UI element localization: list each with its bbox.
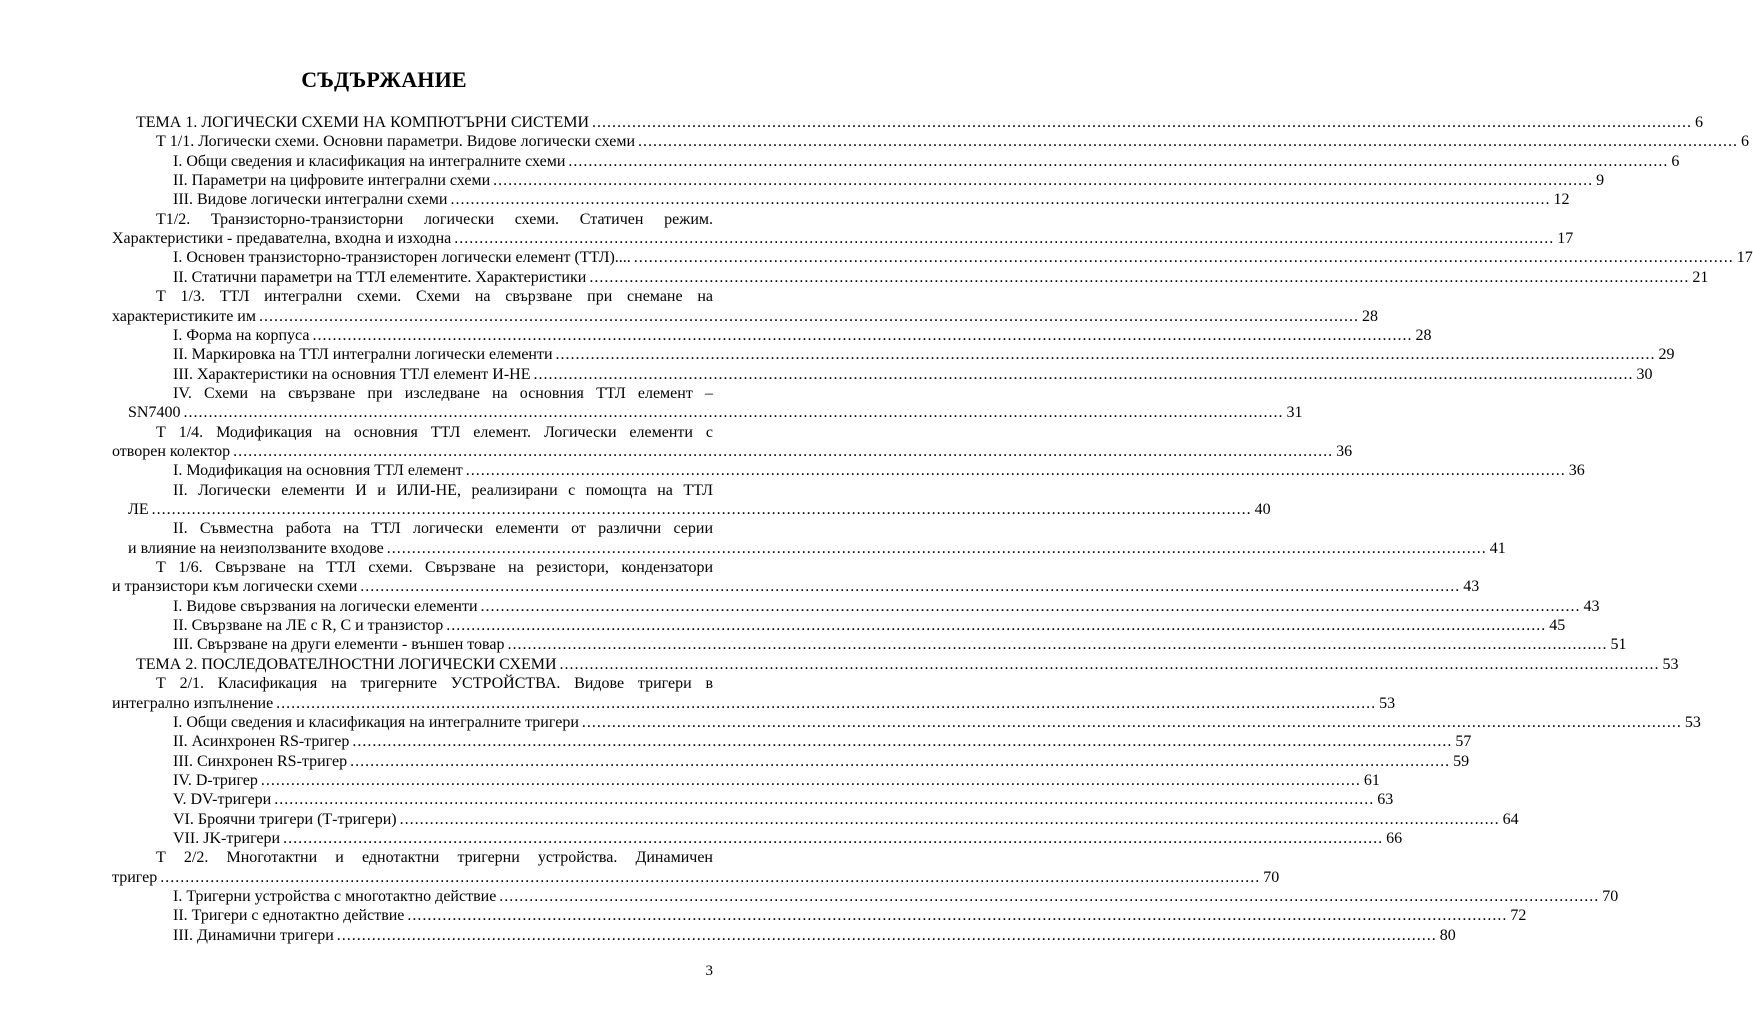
- dot-leader: ............................................................................................................................................................................................................................: [638, 133, 1739, 151]
- dot-leader: ............................................................................................................................................................................................................................: [555, 346, 1656, 364]
- toc-entry: [173, 616, 1566, 636]
- toc-entry-text: II. Параметри на цифровите интегрални схеми: [173, 172, 491, 190]
- toc-entry: [173, 752, 1470, 772]
- toc-entry-text: Т 2/1. Класификация на тригерните УСТРОЙСТВА. Видове тригери в: [156, 675, 713, 693]
- toc-entry: [173, 345, 1675, 365]
- toc-page-number: 31: [1286, 404, 1303, 422]
- dot-leader: ............................................................................................................................................................................................................................: [260, 771, 1361, 789]
- toc-page-number: 21: [1692, 268, 1709, 286]
- toc-entry-text: Т 1/6. Свързване на ТТЛ схеми. Свързване на резистори, кондензатори: [156, 559, 713, 577]
- toc-page-number: 17: [1557, 230, 1574, 248]
- toc-entry-text: II. Тригери с еднотактно действие: [173, 907, 405, 925]
- toc-entry-text: III. Динамични тригери: [173, 926, 334, 944]
- page-title: СЪДЪРЖАНИЕ: [301, 67, 467, 92]
- toc-page-number: 63: [1377, 791, 1394, 809]
- toc-entry-text: I. Тригерни устройства с многотактно действие: [173, 888, 497, 905]
- dot-leader: ............................................................................................................................................................................................................................: [507, 636, 1608, 654]
- dot-leader: ............................................................................................................................................................................................................................: [283, 829, 1384, 847]
- toc-entry: [156, 423, 713, 443]
- dot-leader: ............................................................................................................................................................................................................................: [350, 752, 1451, 770]
- toc-page-number: 66: [1386, 829, 1403, 847]
- toc-entry-text: I. Основен транзисторно-транзисторен логически елемент (ТТЛ)....: [173, 249, 631, 267]
- toc-entry: [173, 384, 713, 404]
- toc-page-number: 6: [1695, 114, 1704, 131]
- toc-entry-text: VI. Броячни тригери (Т-тригери): [173, 810, 397, 828]
- toc-page-number: 28: [1415, 326, 1432, 344]
- toc-entry: [156, 287, 713, 307]
- toc-entry: [128, 500, 1271, 520]
- toc-page-number: 53: [1684, 713, 1701, 731]
- toc-entry-text: I. Общи сведения и класификация на интегралните тригери: [173, 713, 579, 731]
- toc-entry: [112, 307, 1378, 327]
- toc-entry: [173, 190, 1570, 210]
- toc-entry-text: Т1/2. Транзисторно-транзисторни логически схеми. Статичен режим.: [156, 210, 713, 228]
- dot-leader: ............................................................................................................................................................................................................................: [360, 578, 1461, 596]
- toc-entry: [173, 461, 1585, 481]
- dot-leader: ............................................................................................................................................................................................................................: [450, 191, 1551, 209]
- dot-leader: ............................................................................................................................................................................................................................: [568, 152, 1669, 170]
- toc-entry-text: Т 1/1. Логически схеми. Основни параметри. Видове логически схеми: [156, 133, 636, 151]
- toc-entry-text: III. Синхронен RS-тригер: [173, 752, 348, 770]
- dot-leader: ............................................................................................................................................................................................................................: [386, 539, 1487, 557]
- toc-page-number: 43: [1463, 578, 1480, 596]
- toc-entry-text: Характеристики - предавателна, входна и изходна: [112, 230, 452, 248]
- toc-entry-text: II. Маркировка на ТТЛ интегрални логически елементи: [173, 346, 553, 364]
- toc-entry-text: II. Асинхронен RS-тригер: [173, 733, 350, 751]
- toc-page-number: 80: [1439, 926, 1456, 944]
- page-number: 3: [705, 963, 713, 979]
- toc-entry: [173, 829, 1403, 849]
- dot-leader: ............................................................................................................................................................................................................................: [592, 114, 1693, 131]
- toc-page-number: 36: [1336, 442, 1353, 460]
- toc-entry-text: тригер: [112, 868, 158, 886]
- toc-entry: [173, 810, 1519, 830]
- toc-entry: [156, 210, 713, 230]
- toc-page-number: 57: [1455, 733, 1472, 751]
- toc-entry-text: II. Логически елементи И и ИЛИ-НЕ, реализирани с помощта на ТТЛ: [173, 481, 713, 499]
- toc-entry: [173, 481, 713, 501]
- toc-entry-text: V. DV-тригери: [173, 791, 272, 809]
- toc-entry-text: II. Статични параметри на ТТЛ елементите. Характеристики: [173, 268, 587, 286]
- toc-entry: [112, 868, 1280, 888]
- toc-entry-text: Т 2/2. Многотактни и еднотактни тригерни устройства. Динамичен: [156, 849, 713, 867]
- dot-leader: ............................................................................................................................................................................................................................: [183, 404, 1284, 422]
- toc-entry: [173, 152, 1680, 172]
- toc-entry: [173, 906, 1527, 926]
- toc-entry: [173, 635, 1627, 655]
- toc-entry-text: VII. JK-тригери: [173, 829, 281, 847]
- toc-entry-text: I. Модификация на основния ТТЛ елемент: [173, 462, 463, 480]
- dot-leader: ............................................................................................................................................................................................................................: [352, 733, 1453, 751]
- toc-entry-text: III. Свързване на други елементи - външен товар: [173, 636, 505, 654]
- dot-leader: ............................................................................................................................................................................................................................: [499, 888, 1600, 905]
- toc-page-number: 64: [1502, 810, 1519, 828]
- toc-entry-text: отворен колектор: [112, 442, 231, 460]
- toc-entry: [173, 926, 1456, 946]
- toc-entry: [156, 132, 1750, 152]
- dot-leader: ............................................................................................................................................................................................................................: [336, 926, 1437, 944]
- toc-entry-text: характеристиките им: [112, 307, 256, 325]
- toc-entry: [112, 229, 1574, 249]
- dot-leader: ............................................................................................................................................................................................................................: [480, 597, 1581, 615]
- toc-page-number: 30: [1636, 365, 1653, 383]
- dot-leader: ............................................................................................................................................................................................................................: [559, 655, 1660, 673]
- toc-entry-text: II. Съвместна работа на ТТЛ логически елементи от различни серии: [173, 520, 713, 538]
- toc-entry: [173, 713, 1701, 733]
- dot-leader: ............................................................................................................................................................................................................................: [581, 713, 1682, 731]
- dot-leader: ............................................................................................................................................................................................................................: [160, 868, 1261, 886]
- dot-leader: ............................................................................................................................................................................................................................: [233, 442, 1334, 460]
- toc-entry: [173, 171, 1605, 191]
- toc-entry-text: Т 1/4. Модификация на основния ТТЛ елемент. Логически елементи с: [156, 423, 713, 441]
- toc-page-number: 41: [1489, 539, 1506, 557]
- toc-entry: [173, 887, 1619, 907]
- toc-entry-text: Т 1/3. ТТЛ интегрални схеми. Схеми на свързване при снемане на: [156, 288, 713, 306]
- dot-leader: ............................................................................................................................................................................................................................: [258, 307, 1359, 325]
- dot-leader: ............................................................................................................................................................................................................................: [465, 462, 1566, 480]
- toc-page-number: 36: [1568, 462, 1585, 480]
- dot-leader: ............................................................................................................................................................................................................................: [274, 791, 1375, 809]
- toc-entry-text: и влияние на неизползваните входове: [128, 539, 384, 557]
- toc-entry-text: I. Форма на корпуса: [173, 326, 310, 344]
- dot-leader: ............................................................................................................................................................................................................................: [312, 326, 1413, 344]
- toc-page-number: 12: [1553, 191, 1570, 209]
- dot-leader: ............................................................................................................................................................................................................................: [454, 230, 1555, 248]
- toc-entry-text: ТЕМА 1. ЛОГИЧЕСКИ СХЕМИ НА КОМПЮТЪРНИ СИСТЕМИ: [136, 114, 590, 131]
- toc-entry: [128, 539, 1506, 559]
- toc-page-number: 43: [1583, 597, 1600, 615]
- toc-entry-text: IV. Схеми на свързване при изследване на основния ТТЛ елемент –: [173, 384, 713, 402]
- toc-entry: [173, 732, 1472, 752]
- dot-leader: ............................................................................................................................................................................................................................: [151, 501, 1252, 518]
- toc-page-number: 61: [1363, 771, 1380, 789]
- toc-entry-text: III. Видове логически интегрални схеми: [173, 191, 448, 209]
- toc-page-number: 6: [1671, 152, 1680, 170]
- toc-entry-text: SN7400: [128, 404, 181, 422]
- toc-page-number: 6: [1741, 133, 1750, 151]
- dot-leader: ............................................................................................................................................................................................................................: [589, 268, 1690, 286]
- toc-entry-text: I. Общи сведения и класификация на интегралните схеми: [173, 152, 566, 170]
- dot-leader: ............................................................................................................................................................................................................................: [276, 694, 1377, 712]
- toc-entry: [173, 268, 1709, 288]
- dot-leader: ............................................................................................................................................................................................................................: [407, 907, 1508, 925]
- toc-entry: [156, 558, 713, 578]
- toc-entry: [156, 674, 713, 694]
- toc-entry: [112, 577, 1480, 597]
- toc-entry-text: ЛЕ: [128, 501, 149, 518]
- toc-entry-text: IV. D-тригер: [173, 771, 258, 789]
- dot-leader: ............................................................................................................................................................................................................................: [446, 617, 1547, 635]
- toc-entry: [128, 403, 1303, 423]
- toc-page-number: 29: [1658, 346, 1675, 364]
- toc-entry: [173, 326, 1432, 346]
- toc-page-number: 53: [1379, 694, 1396, 712]
- toc-page-number: 72: [1510, 907, 1527, 925]
- toc-entry: [112, 442, 1353, 462]
- toc-page-number: 70: [1263, 868, 1280, 886]
- toc-entry: [173, 771, 1380, 791]
- toc-entry-text: и транзистори към логически схеми: [112, 578, 358, 596]
- toc-page-number: 9: [1596, 172, 1605, 190]
- dot-leader: ............................................................................................................................................................................................................................: [493, 172, 1594, 190]
- toc-page-number: 70: [1602, 888, 1619, 905]
- toc-entry: [112, 694, 1396, 714]
- dot-leader: ............................................................................................................................................................................................................................: [399, 810, 1500, 828]
- toc-page-number: 59: [1453, 752, 1470, 770]
- toc-entry: [173, 790, 1394, 810]
- toc-page-number: 40: [1254, 501, 1271, 518]
- toc-page-number: 17: [1736, 249, 1753, 267]
- dot-leader: ............................................................................................................................................................................................................................: [633, 249, 1734, 267]
- toc-entry: [173, 248, 1753, 268]
- toc-entry: [173, 519, 713, 539]
- toc-entry-text: интегрално изпълнение: [112, 694, 274, 712]
- toc-entry-text: I. Видове свързвания на логически елементи: [173, 597, 478, 615]
- toc-page-number: 28: [1361, 307, 1378, 325]
- toc-entry: [156, 848, 713, 868]
- toc-entry: [136, 113, 1704, 133]
- toc-entry-text: II. Свързване на ЛЕ с R, C и транзистор: [173, 617, 444, 635]
- toc-entry-text: III. Характеристики на основния ТТЛ елемент И-НЕ: [173, 365, 531, 383]
- toc-entry: [136, 655, 1679, 675]
- toc-entry-text: ТЕМА 2. ПОСЛЕДОВАТЕЛНОСТНИ ЛОГИЧЕСКИ СХЕМИ: [136, 655, 557, 673]
- toc-page-number: 45: [1549, 617, 1566, 635]
- toc-page-number: 53: [1662, 655, 1679, 673]
- dot-leader: ............................................................................................................................................................................................................................: [533, 365, 1634, 383]
- toc-entry: [173, 597, 1600, 617]
- toc-entry: [173, 365, 1653, 385]
- toc-page-number: 51: [1610, 636, 1627, 654]
